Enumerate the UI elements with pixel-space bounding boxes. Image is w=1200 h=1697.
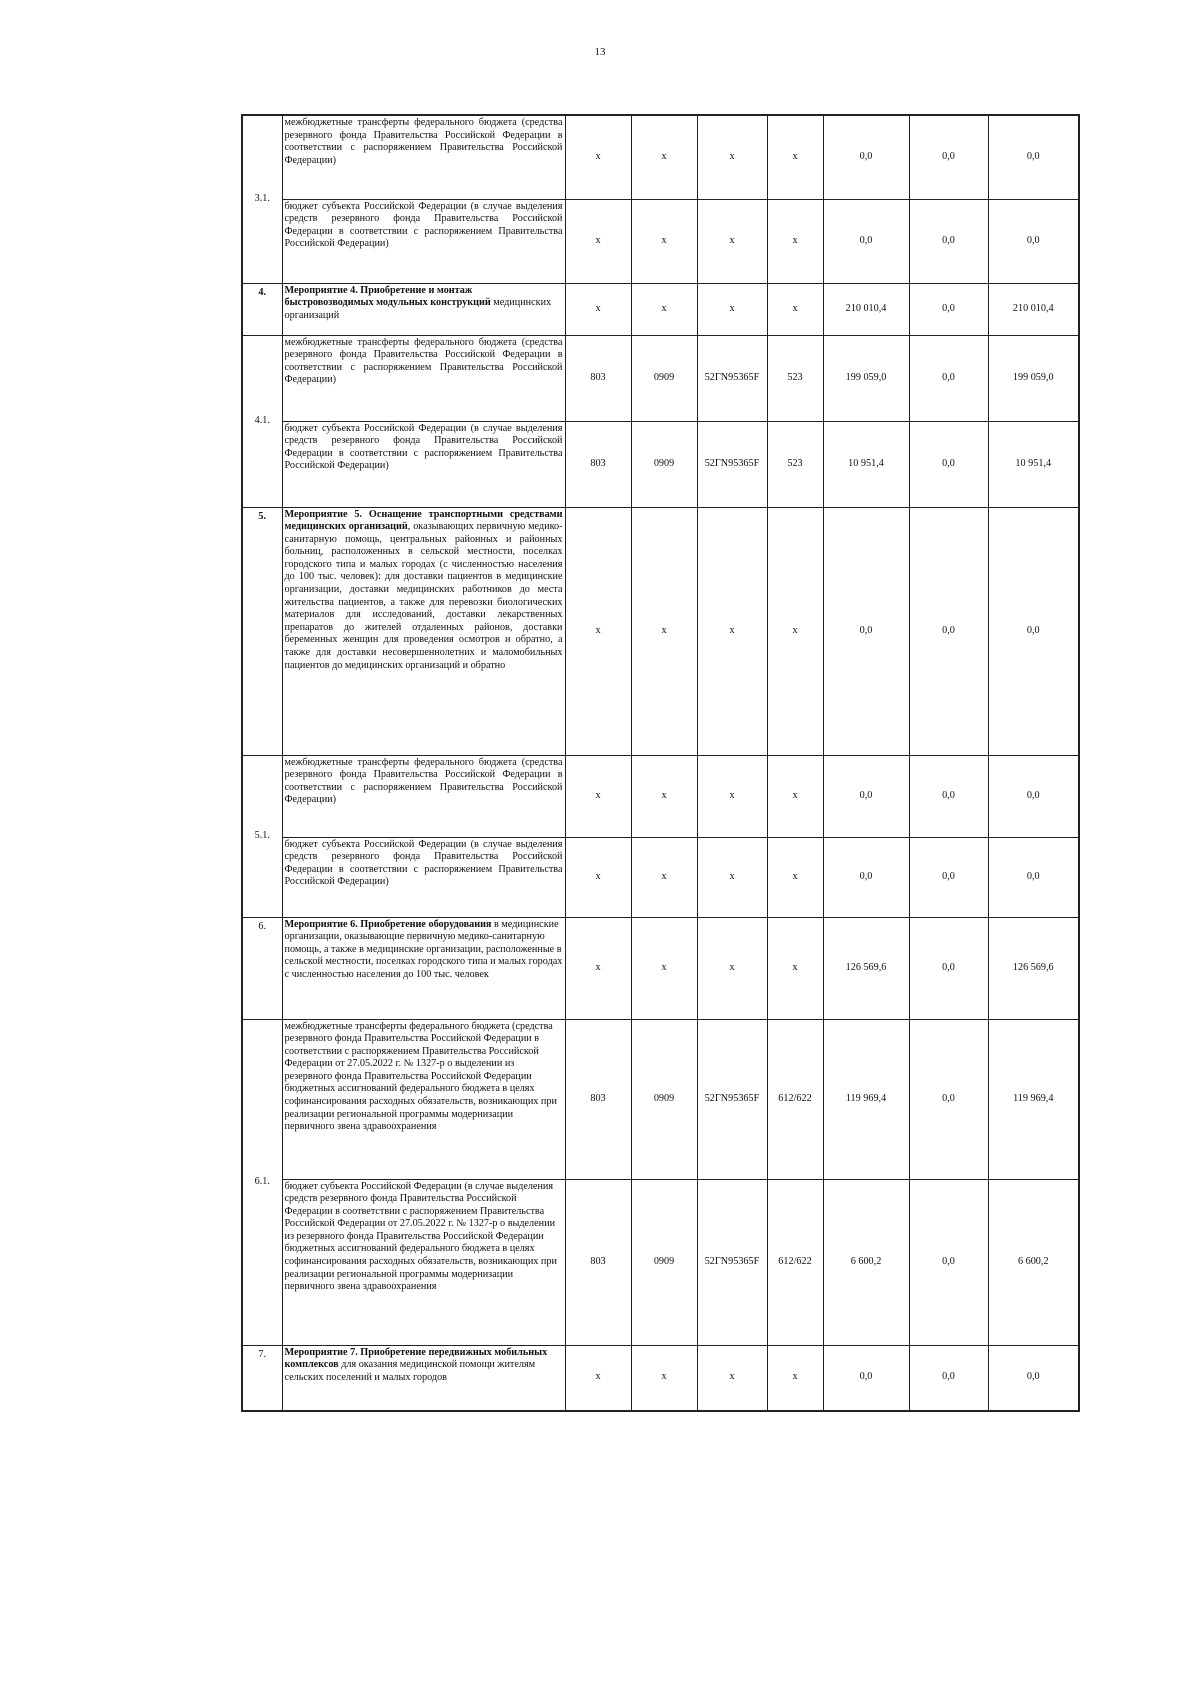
cell-csr: x <box>697 837 767 917</box>
cell-vr: x <box>767 837 823 917</box>
cell-csr: 52ГN95365F <box>697 335 767 421</box>
table-row <box>242 837 1079 917</box>
cell-grbs: x <box>565 507 631 755</box>
row-description: Мероприятие 7. Приобретение передвижных мобильных комплексов для оказания медицинской помощи жителям сельских поселений и малых городов <box>282 1345 565 1411</box>
cell-grbs: 803 <box>565 1019 631 1179</box>
cell-value-2: 0,0 <box>909 199 988 283</box>
row-description: Мероприятие 4. Приобретение и монтаж быстровозводимых модульных конструкций медицинских организаций <box>282 283 565 335</box>
cell-rzpr: x <box>631 755 697 837</box>
row-description: бюджет субъекта Российской Федерации (в случае выделения средств резервного фонда Правительства Российской Федерации в соответствии с распоряжением Правительства Российской Федерации) <box>282 421 565 507</box>
cell-rzpr: x <box>631 199 697 283</box>
cell-vr: 523 <box>767 335 823 421</box>
cell-csr: 52ГN95365F <box>697 421 767 507</box>
cell-vr: 523 <box>767 421 823 507</box>
row-number: 4.1. <box>242 335 282 507</box>
cell-rzpr: x <box>631 1345 697 1411</box>
cell-value-1: 199 059,0 <box>823 335 909 421</box>
table-row <box>242 421 1079 507</box>
cell-value-2: 0,0 <box>909 283 988 335</box>
page-number: 13 <box>594 46 606 58</box>
cell-value-3: 6 600,2 <box>988 1179 1079 1345</box>
cell-value-2: 0,0 <box>909 1345 988 1411</box>
cell-value-3: 199 059,0 <box>988 335 1079 421</box>
cell-vr: x <box>767 917 823 1019</box>
cell-rzpr: 0909 <box>631 1019 697 1179</box>
cell-csr: 52ГN95365F <box>697 1179 767 1345</box>
budget-table <box>241 114 1080 1412</box>
cell-csr: x <box>697 755 767 837</box>
cell-value-3: 0,0 <box>988 755 1079 837</box>
cell-vr: 612/622 <box>767 1019 823 1179</box>
table-row <box>242 917 1079 1019</box>
row-number: 5. <box>242 507 282 755</box>
cell-value-3: 0,0 <box>988 507 1079 755</box>
cell-vr: x <box>767 283 823 335</box>
cell-csr: x <box>697 507 767 755</box>
cell-grbs: x <box>565 283 631 335</box>
row-number: 7. <box>242 1345 282 1411</box>
table-row <box>242 199 1079 283</box>
cell-grbs: 803 <box>565 1179 631 1345</box>
table-row <box>242 507 1079 755</box>
row-description: бюджет субъекта Российской Федерации (в случае выделения средств резервного фонда Правительства Российской Федерации в соответствии с распоряжением Правительства Российской Федерации) <box>282 837 565 917</box>
cell-rzpr: 0909 <box>631 335 697 421</box>
cell-value-3: 119 969,4 <box>988 1019 1079 1179</box>
table-row <box>242 755 1079 837</box>
cell-value-2: 0,0 <box>909 755 988 837</box>
cell-value-2: 0,0 <box>909 837 988 917</box>
cell-value-1: 10 951,4 <box>823 421 909 507</box>
row-number: 4. <box>242 283 282 335</box>
cell-rzpr: 0909 <box>631 421 697 507</box>
table-row <box>242 1345 1079 1411</box>
cell-vr: x <box>767 115 823 199</box>
cell-value-2: 0,0 <box>909 1179 988 1345</box>
row-description: бюджет субъекта Российской Федерации (в случае выделения средств резервного фонда Правительства Российской Федерации в соответствии с распоряжением Правительства Российской Федерации от 27.05.2022 г. № 1327-р о выделении из резервного фонда Правительства Российской Федерации бюджетных ассигнований федерального бюджета в целях софинансирования расходных обязательств, возникающих при реализации региональной программы модернизации первичного звена здравоохранения <box>282 1179 565 1345</box>
row-number: 3.1. <box>242 115 282 283</box>
cell-value-3: 0,0 <box>988 1345 1079 1411</box>
row-number: 6. <box>242 917 282 1019</box>
cell-value-1: 119 969,4 <box>823 1019 909 1179</box>
cell-rzpr: 0909 <box>631 1179 697 1345</box>
cell-csr: 52ГN95365F <box>697 1019 767 1179</box>
row-number: 5.1. <box>242 755 282 917</box>
cell-value-2: 0,0 <box>909 115 988 199</box>
cell-rzpr: x <box>631 507 697 755</box>
cell-value-3: 0,0 <box>988 115 1079 199</box>
cell-value-3: 0,0 <box>988 199 1079 283</box>
cell-csr: x <box>697 199 767 283</box>
cell-value-1: 0,0 <box>823 507 909 755</box>
cell-value-2: 0,0 <box>909 1019 988 1179</box>
cell-grbs: 803 <box>565 421 631 507</box>
cell-value-2: 0,0 <box>909 917 988 1019</box>
cell-grbs: 803 <box>565 335 631 421</box>
table-row <box>242 283 1079 335</box>
cell-value-1: 0,0 <box>823 755 909 837</box>
cell-rzpr: x <box>631 837 697 917</box>
cell-grbs: x <box>565 199 631 283</box>
cell-value-2: 0,0 <box>909 421 988 507</box>
row-description: Мероприятие 5. Оснащение транспортными средствами медицинских организаций, оказывающих первичную медико-санитарную помощь, центральных районных и районных больниц, расположенных в сельской местности, поселках городского типа и малых городах (с численностью населения до 100 тыс. человек): для доставки пациентов в медицинские организации, доставки медицинских работников до места жительства пациентов, а также для перевозки биологических материалов для исследований, доставки лекарственных препаратов до жителей отдаленных районов, доставки беременных женщин для проведения осмотров и обратно, а также для доставки несовершеннолетних и маломобильных пациентов до медицинских организаций и обратно <box>282 507 565 755</box>
cell-csr: x <box>697 283 767 335</box>
cell-rzpr: x <box>631 283 697 335</box>
cell-grbs: x <box>565 115 631 199</box>
cell-value-1: 210 010,4 <box>823 283 909 335</box>
cell-vr: 612/622 <box>767 1179 823 1345</box>
cell-grbs: x <box>565 1345 631 1411</box>
cell-rzpr: x <box>631 115 697 199</box>
table-row <box>242 115 1079 199</box>
cell-value-1: 0,0 <box>823 115 909 199</box>
cell-csr: x <box>697 917 767 1019</box>
row-description: Мероприятие 6. Приобретение оборудования в медицинские организации, оказывающие первичную медико-санитарную помощь, а также в медицинские организации, расположенные в сельской местности, поселках городского типа и малых городах с численностью населения до 100 тыс. человек <box>282 917 565 1019</box>
row-description: межбюджетные трансферты федерального бюджета (средства резервного фонда Правительства Российской Федерации в соответствии с распоряжением Правительства Российской Федерации) <box>282 335 565 421</box>
cell-vr: x <box>767 755 823 837</box>
cell-vr: x <box>767 1345 823 1411</box>
cell-csr: x <box>697 1345 767 1411</box>
cell-value-1: 0,0 <box>823 1345 909 1411</box>
row-number: 6.1. <box>242 1019 282 1345</box>
cell-value-3: 0,0 <box>988 837 1079 917</box>
table-row <box>242 1179 1079 1345</box>
cell-vr: x <box>767 507 823 755</box>
cell-value-3: 210 010,4 <box>988 283 1079 335</box>
cell-rzpr: x <box>631 917 697 1019</box>
cell-grbs: x <box>565 917 631 1019</box>
row-description: межбюджетные трансферты федерального бюджета (средства резервного фонда Правительства Российской Федерации в соответствии с распоряжением Правительства Российской Федерации) <box>282 115 565 199</box>
table-row <box>242 1019 1079 1179</box>
cell-grbs: x <box>565 755 631 837</box>
cell-value-2: 0,0 <box>909 507 988 755</box>
cell-value-1: 126 569,6 <box>823 917 909 1019</box>
cell-value-3: 126 569,6 <box>988 917 1079 1019</box>
row-description: бюджет субъекта Российской Федерации (в случае выделения средств резервного фонда Правительства Российской Федерации в соответствии с распоряжением Правительства Российской Федерации) <box>282 199 565 283</box>
cell-grbs: x <box>565 837 631 917</box>
cell-value-3: 10 951,4 <box>988 421 1079 507</box>
cell-csr: x <box>697 115 767 199</box>
cell-vr: x <box>767 199 823 283</box>
cell-value-2: 0,0 <box>909 335 988 421</box>
cell-value-1: 0,0 <box>823 199 909 283</box>
row-description: межбюджетные трансферты федерального бюджета (средства резервного фонда Правительства Российской Федерации в соответствии с распоряжением Правительства Российской Федерации) <box>282 755 565 837</box>
row-description: межбюджетные трансферты федерального бюджета (средства резервного фонда Правительства Российской Федерации в соответствии с распоряжением Правительства Российской Федерации от 27.05.2022 г. № 1327-р о выделении из резервного фонда Правительства Российской Федерации бюджетных ассигнований федерального бюджета в целях софинансирования расходных обязательств, возникающих при реализации региональной программы модернизации первичного звена здравоохранения <box>282 1019 565 1179</box>
cell-value-1: 0,0 <box>823 837 909 917</box>
table-row <box>242 335 1079 421</box>
cell-value-1: 6 600,2 <box>823 1179 909 1345</box>
